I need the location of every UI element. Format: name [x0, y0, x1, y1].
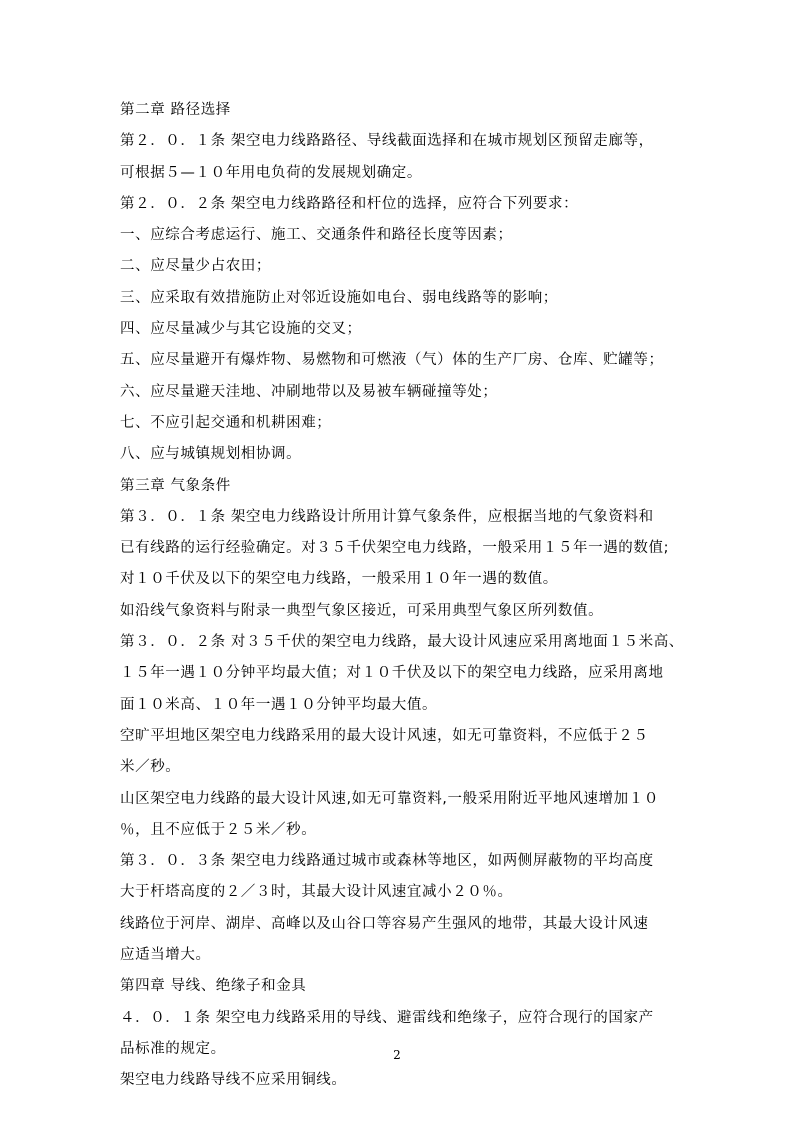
paragraph-line: 已有线路的运行经验确定。对３５千伏架空电力线路，一般采用１５年一遇的数值;	[120, 540, 670, 557]
paragraph-line: 第３．０．１条 架空电力线路设计所用计算气象条件，应根据当地的气象资料和	[120, 508, 654, 525]
paragraph-line: 线路位于河岸、湖岸、高峰以及山谷口等容易产生强风的地带，其最大设计风速	[120, 915, 649, 932]
paragraph-line: 如沿线气象资料与附录一典型气象区接近，可采用典型气象区所列数值。	[120, 602, 604, 619]
paragraph-line: 山区架空电力线路的最大设计风速,如无可靠资料,一般采用附近平地风速增加１０	[120, 790, 659, 807]
paragraph-line: 可根据５—１０年用电负荷的发展规划确定。	[120, 164, 422, 181]
paragraph-line: 应适当增大。	[120, 947, 211, 964]
paragraph-line: 品标准的规定。	[120, 1040, 226, 1057]
paragraph-line: １５年一遇１０分钟平均最大值；对１０千伏及以下的架空电力线路，应采用离地	[120, 665, 664, 682]
list-item: 三、应采取有效措施防止对邻近设施如电台、弱电线路等的影响；	[120, 289, 558, 306]
list-item: 四、应尽量减少与其它设施的交叉；	[120, 321, 362, 338]
paragraph-line: 架空电力线路导线不应采用铜线。	[120, 1072, 347, 1089]
list-item: 八、应与城镇规划相协调。	[120, 446, 302, 463]
paragraph-line: 大于杆塔高度的２／３时，其最大设计风速宜减小２０％。	[120, 884, 513, 901]
paragraph-line: 空旷平坦地区架空电力线路采用的最大设计风速，如无可靠资料，不应低于２５	[120, 727, 649, 744]
list-item: 六、应尽量避天洼地、冲刷地带以及易被车辆碰撞等处；	[120, 383, 498, 400]
paragraph-line: 第２．０．２条 架空电力线路路径和杆位的选择，应符合下列要求：	[120, 195, 579, 212]
list-item: 一、应综合考虑运行、施工、交通条件和路径长度等因素；	[120, 227, 513, 244]
paragraph-line: 对１０千伏及以下的架空电力线路，一般采用１０年一遇的数值。	[120, 571, 558, 588]
chapter-heading: 第四章 导线、绝缘子和金具	[120, 978, 307, 995]
page-number: 2	[393, 1048, 401, 1062]
chapter-heading: 第二章 路径选择	[120, 102, 231, 118]
paragraph-line: 面１０米高、１０年一遇１０分钟平均最大值。	[120, 696, 438, 713]
list-item: 二、应尽量少占农田；	[120, 258, 271, 275]
paragraph-line: 米／秒。	[120, 759, 181, 776]
list-item: 五、应尽量避开有爆炸物、易燃物和可燃液（气）体的生产厂房、仓库、贮罐等；	[120, 352, 664, 369]
paragraph-line: 第３．０．２条 对３５千伏的架空电力线路，最大设计风速应采用离地面１５米高、	[120, 634, 684, 651]
paragraph-line: 第３．０．３条 架空电力线路通过城市或森林等地区，如两侧屏蔽物的平均高度	[120, 853, 654, 870]
paragraph-line: ％，且不应低于２５米／秒。	[120, 821, 317, 838]
list-item: 七、不应引起交通和机耕困难；	[120, 414, 332, 431]
paragraph-line: 第２．０．１条 架空电力线路路径、导线截面选择和在城市规划区预留走廊等，	[120, 133, 654, 150]
document-body	[120, 95, 690, 1097]
paragraph-line: ４．０．１条 架空电力线路采用的导线、避雷线和绝缘子，应符合现行的国家产	[120, 1009, 654, 1026]
chapter-heading: 第三章 气象条件	[120, 477, 231, 494]
